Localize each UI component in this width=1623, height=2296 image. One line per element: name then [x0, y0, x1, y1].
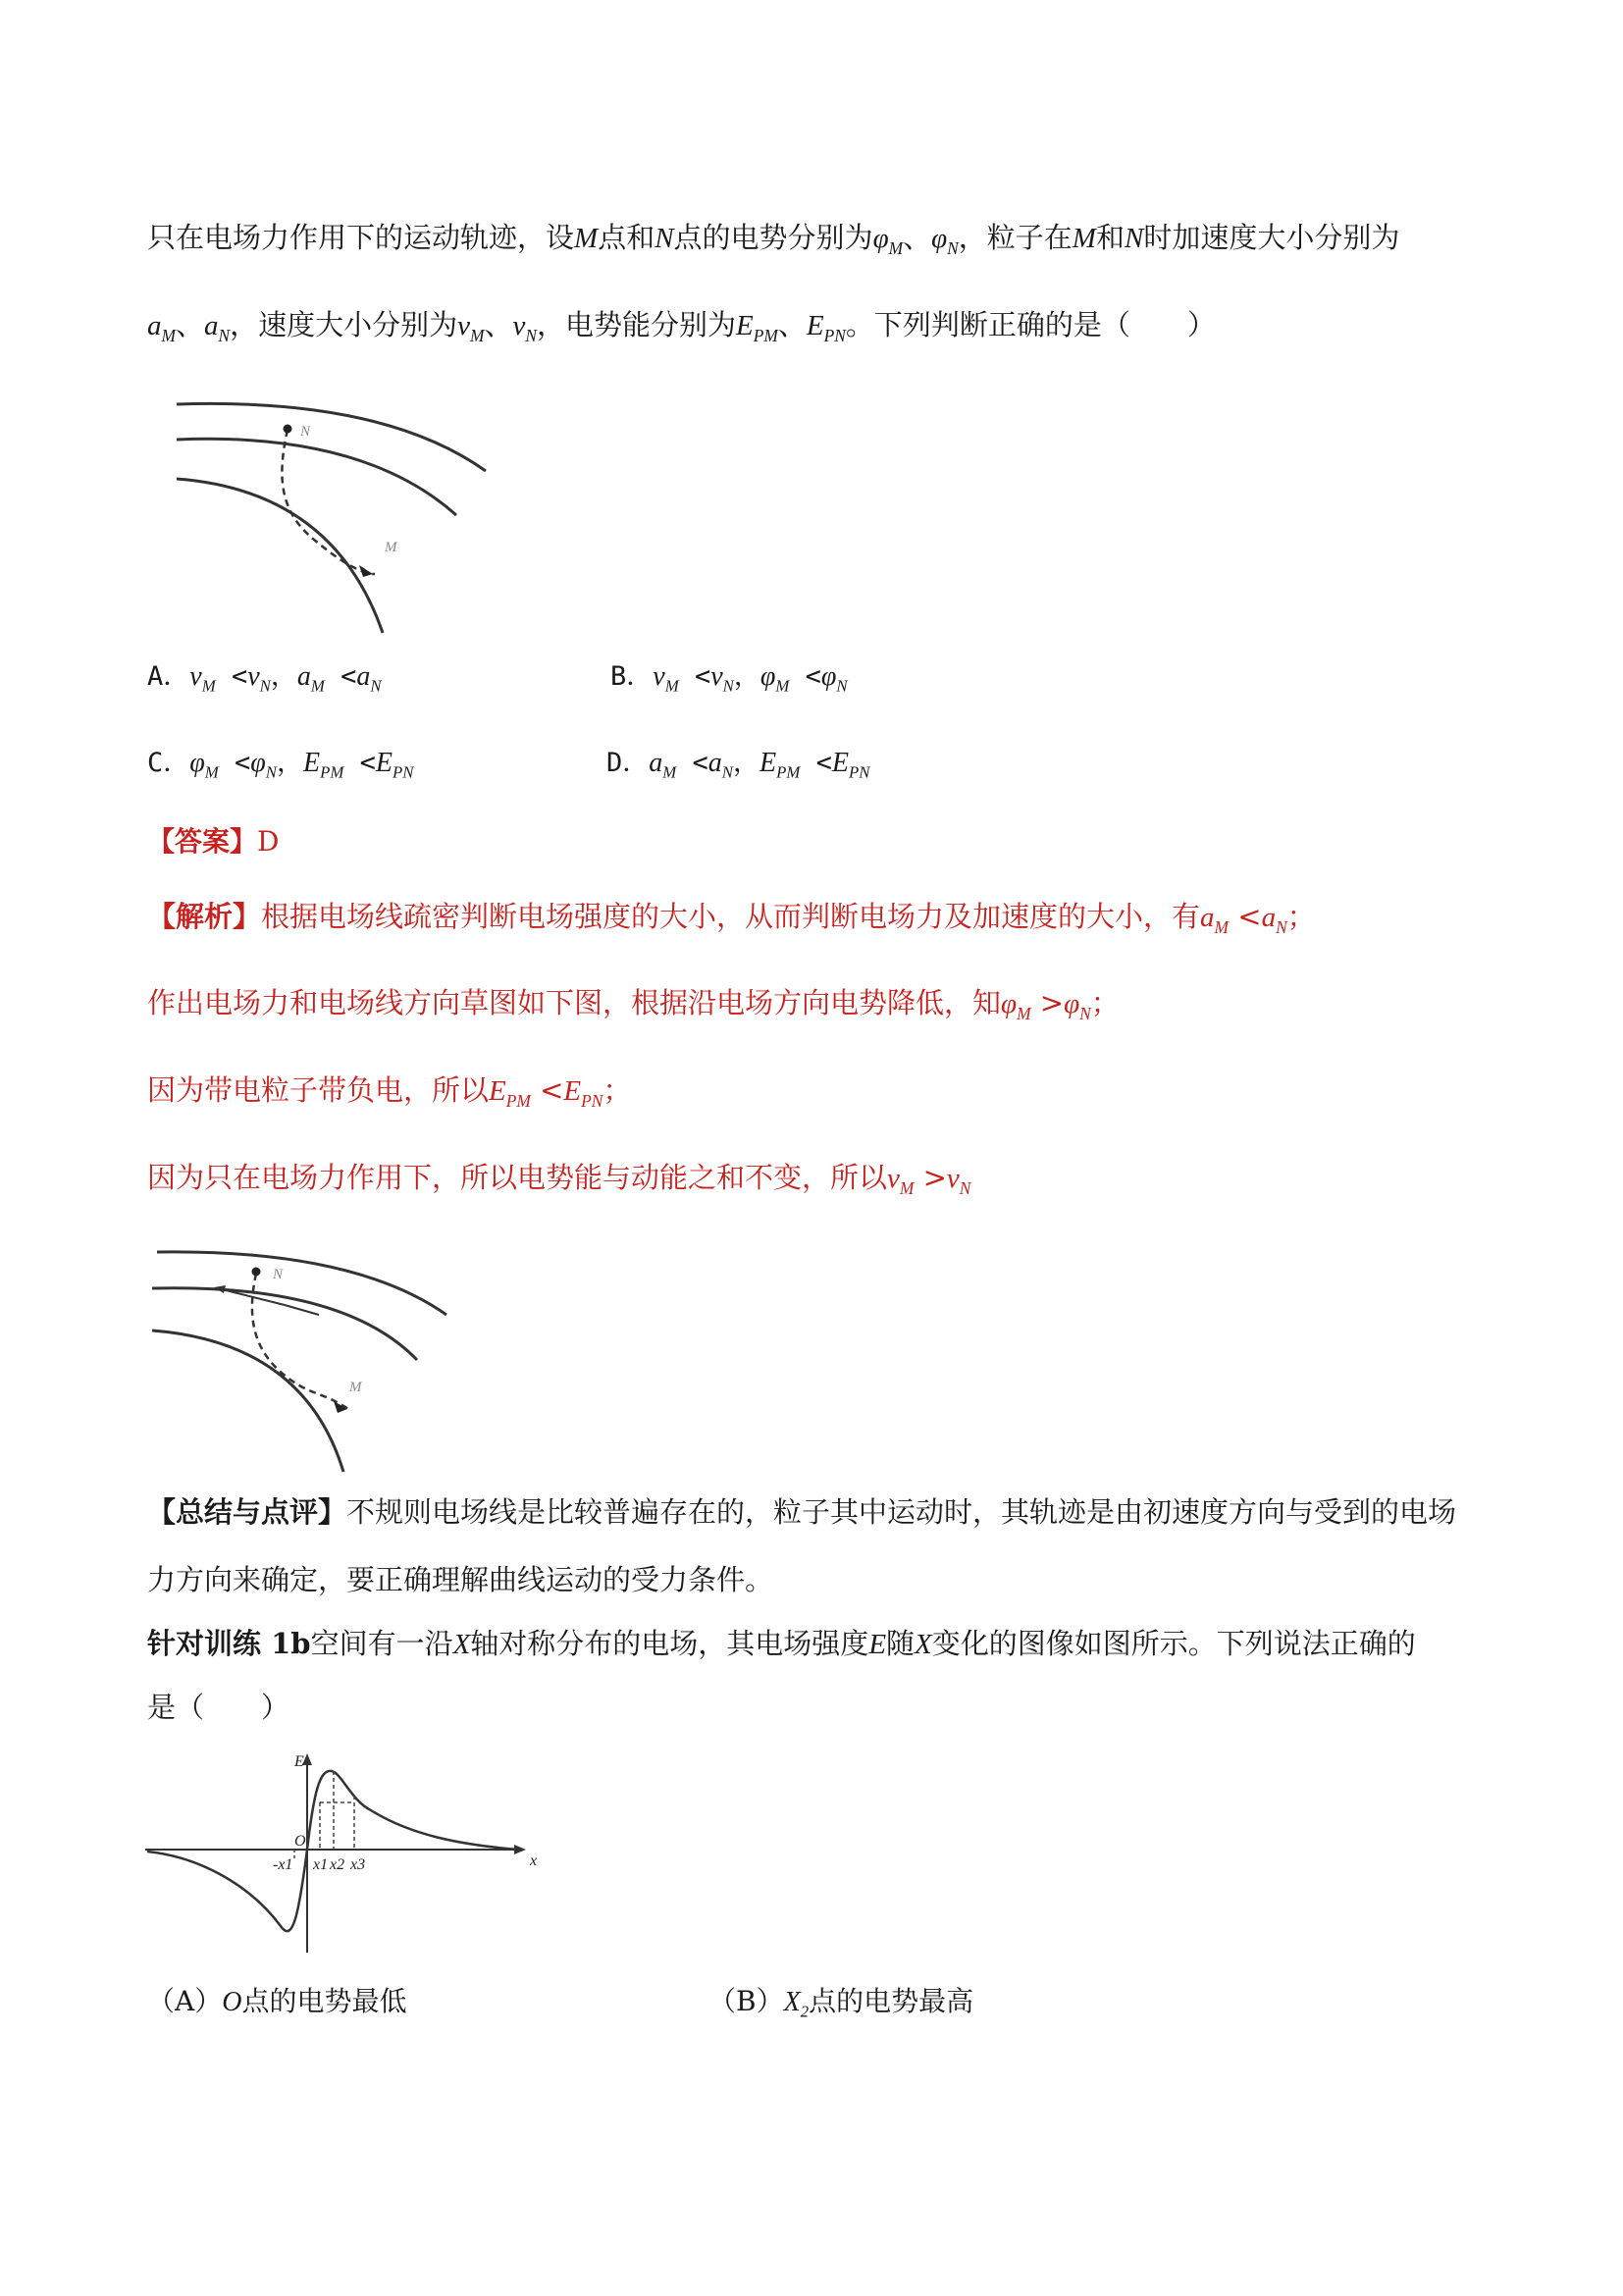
- svg-text:N: N: [300, 424, 311, 440]
- option-d[interactable]: D．$a_M <a_N$，$E_{PM} <E_{PN}$: [606, 748, 870, 782]
- problem-line-2: $a_M$、$a_N$，速度大小分别为$v_M$、$v_N$，电势能分别为$E_{PM}$、$E_{PN}$。下列判断正确的是（ ）: [147, 308, 1216, 345]
- summary-line-2: 力方向来确定，要正确理解曲线运动的受力条件。: [147, 1563, 774, 1596]
- force-direction-figure: [147, 1244, 461, 1480]
- summary-line-1: 【总结与点评】不规则电场线是比较普遍存在的，粒子其中运动时，其轨迹是由初速度方向与受到的电场: [147, 1495, 1457, 1529]
- analysis-line-2: 作出电场力和电场线方向草图如下图，根据沿电场方向电势降低，知$\varphi_M >\varphi_N$；: [147, 986, 1120, 1023]
- analysis-line-1: 【解析】根据电场线疏密判断电场强度的大小，从而判断电场力及加速度的大小，有$a_M <a_N$；: [147, 900, 1316, 937]
- option-a[interactable]: A．$v_M <v_N$，$a_M <a_N$: [147, 661, 382, 696]
- answer-value: D: [257, 825, 280, 858]
- field-lines-figure: [167, 392, 500, 638]
- e-x-graph: [145, 1742, 538, 1957]
- svg-text:x3: x3: [350, 1856, 366, 1873]
- analysis-line-4: 因为只在电场力作用下，所以电势能与动能之和不变，所以$v_M >v_N$: [147, 1161, 971, 1198]
- training-line-2: 是（ ）: [147, 1691, 290, 1724]
- svg-text:M: M: [349, 1380, 362, 1395]
- problem-line-1: 只在电场力作用下的运动轨迹，设M点和N点的电势分别为$\varphi_M$、$\varphi_N$，粒子在M和N时加速度大小分别为: [147, 221, 1400, 258]
- svg-text:M: M: [385, 540, 397, 555]
- svg-text:O: O: [294, 1833, 306, 1850]
- svg-text:x2: x2: [330, 1856, 345, 1873]
- svg-text:x: x: [530, 1852, 538, 1869]
- analysis-line-3: 因为带电粒子带负电，所以$E_{PM} <E_{PN}$；: [147, 1073, 632, 1111]
- option2-b[interactable]: $(B)X_2$点的电势最高: [708, 1985, 974, 2021]
- answer: 【答案】D: [147, 825, 280, 858]
- svg-text:x1: x1: [313, 1856, 329, 1873]
- svg-text:-x1: -x1: [273, 1856, 293, 1873]
- option-b[interactable]: B．$v_M <v_N$，$\varphi_M <\varphi_N$: [610, 661, 848, 696]
- svg-text:E: E: [294, 1753, 304, 1770]
- option-c[interactable]: C．$\varphi_M <\varphi_N$，$E_{PM} <E_{PN}$: [147, 748, 414, 782]
- svg-text:N: N: [273, 1267, 284, 1282]
- training-line-1: 针对训练 1b空间有一沿X轴对称分布的电场，其电场强度E随X变化的图像如图所示。下列说法正确的: [147, 1627, 1416, 1660]
- option2-a[interactable]: （A）O点的电势最低: [147, 1985, 407, 2017]
